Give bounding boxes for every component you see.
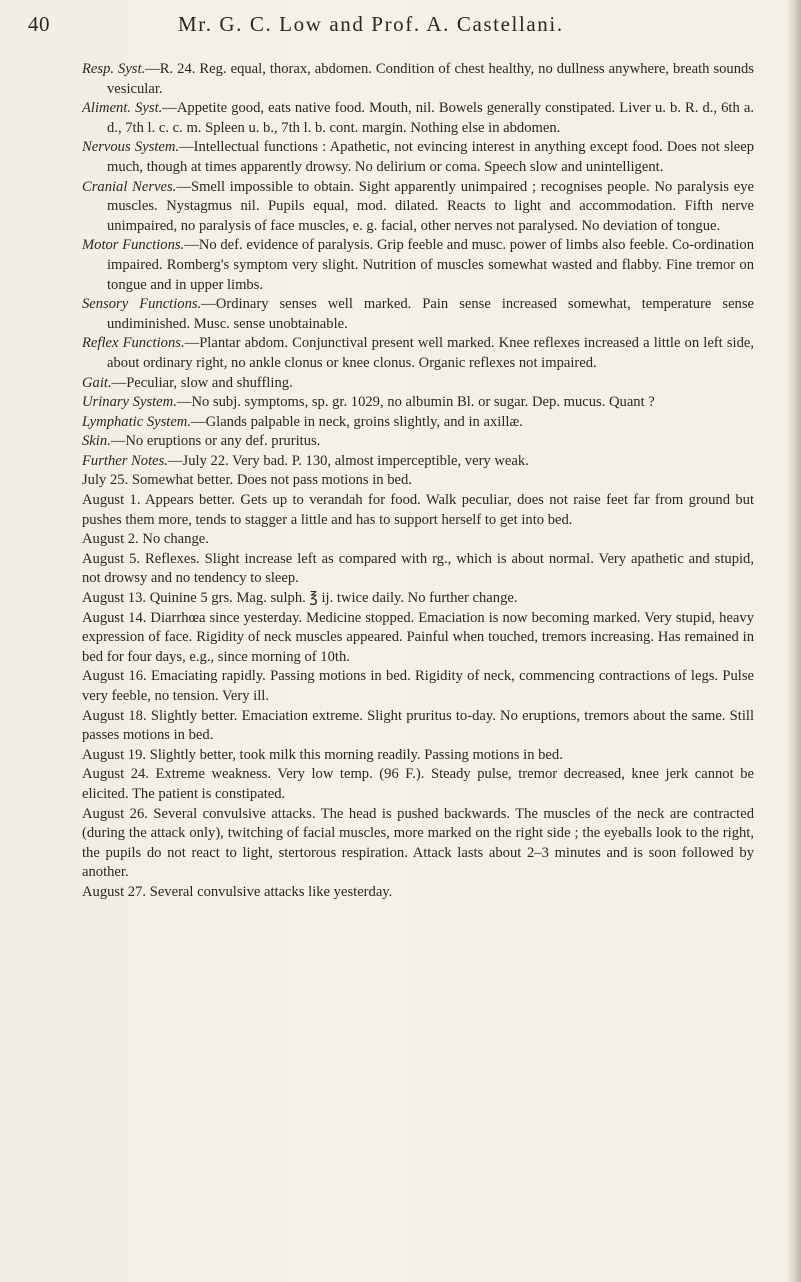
- page-number: 40: [28, 12, 50, 36]
- diary-entry: August 24. Extreme weakness. Very low temp. (96 F.). Steady pulse, tremor decreased, knee jerk cannot be elicited. The patient is constipated.: [82, 766, 754, 802]
- section-label: Cranial Nerves.: [82, 178, 177, 195]
- section-urinary: [82, 393, 754, 413]
- section-label: Resp. Syst.: [82, 61, 146, 77]
- section-text: —Glands palpable in neck, groins slightly, and in axillæ.: [191, 413, 523, 430]
- section-text: —No subj. symptoms, sp. gr. 1029, no albumin Bl. or sugar. Dep. mucus. Quant ?: [176, 394, 655, 411]
- section-text: —Plantar abdom. Conjunctival present well marked. Knee reflexes increased a little on left side, about ordinary right, no ankle clonus or knee clonus. Organic reflexes not impaired.: [107, 335, 754, 371]
- diary-entry: July 25. Somewhat better. Does not pass motions in bed.: [82, 472, 412, 489]
- diary-entry: August 18. Slightly better. Emaciation extreme. Slight pruritus to-day. No eruptions, tremors about the same. Still passes motions in bed.: [82, 707, 754, 744]
- diary-entry: August 2. No change.: [82, 531, 209, 548]
- section-text: —July 22. Very bad. P. 130, almost imperceptible, very weak.: [167, 452, 529, 469]
- section-reflex: [82, 334, 754, 373]
- diary-entry: August 5. Reflexes. Slight increase left as compared with rg., which is about normal. Very apathetic and stupid, not drowsy and no tendency to sleep.: [82, 550, 754, 587]
- section-text: —Peculiar, slow and shuffling.: [111, 374, 293, 391]
- section-label: Sensory Functions.: [82, 296, 202, 313]
- section-sensory: [82, 295, 754, 334]
- diary-entry: August 26. Several convulsive attacks. The head is pushed backwards. The muscles of the neck are contracted (during the attack only), twitching of facial muscles, more marked on the right side ; the eyeballs look to the right, the pupils do not react to light, stertorous respiration. Attack lasts about 2–3 minutes and is soon followed by another.: [82, 805, 754, 881]
- diary-entry: August 27. Several convulsive attacks like yesterday.: [82, 883, 393, 900]
- section-lymphatic: [82, 413, 754, 433]
- section-nervous: [82, 138, 754, 177]
- diary-entry: August 16. Emaciating rapidly. Passing motions in bed. Rigidity of neck, commencing contractions of legs. Pulse very feeble, no tension. Very ill.: [82, 668, 754, 704]
- diary-entry: August 13. Quinine 5 grs. Mag. sulph. ℥ ij. twice daily. No further change.: [82, 590, 518, 607]
- section-label: Urinary System.: [82, 394, 177, 411]
- case-notes: [82, 60, 754, 903]
- diary-entry: August 1. Appears better. Gets up to verandah for food. Walk peculiar, does not raise feet far from ground but pushes them more, tends to stagger a little and has to support herself to get into bed.: [82, 492, 754, 528]
- section-further-notes: [82, 452, 754, 472]
- section-label: Reflex Functions.: [82, 335, 185, 352]
- running-title: Mr. G. C. Low and Prof. A. Castellani.: [178, 12, 564, 36]
- section-resp: [82, 60, 754, 99]
- section-cranial: [82, 178, 754, 237]
- diary-entry: August 14. Diarrhœa since yesterday. Medicine stopped. Emaciation is now becoming marked. Very stupid, heavy expression of face. Rigidity of neck muscles appeared. Painful when touched, tremors increasing. Has remained in bed for four days, e.g., since morning of 10th.: [82, 609, 754, 665]
- section-text: —Ordinary senses well marked. Pain sense increased somewhat, temperature sense undiminished. Musc. sense unobtainable.: [107, 296, 755, 332]
- section-label: Nervous System.: [82, 139, 180, 156]
- section-label: Lymphatic System.: [82, 413, 191, 430]
- section-text: —No def. evidence of paralysis. Grip feeble and musc. power of limbs also feeble. Co-ordination impaired. Romberg's symptom very slight. Nutrition of muscles somewhat wasted and flabby. Fine tremor on tongue and in upper limbs.: [107, 237, 754, 293]
- section-motor: [82, 236, 754, 295]
- section-label: Gait.: [82, 374, 112, 391]
- section-skin: [82, 432, 754, 452]
- section-aliment: [82, 99, 754, 138]
- section-label: Aliment. Syst.: [82, 100, 163, 117]
- page-header: [28, 12, 768, 40]
- section-label: Further Notes.: [82, 452, 168, 469]
- section-label: Skin.: [82, 433, 111, 450]
- section-text: —Intellectual functions : Apathetic, not evincing interest in anything except food. Does not sleep much, though at times apparently drowsy. No delirium or coma. Speech slow and unintelligent.: [107, 139, 754, 175]
- section-gait: [82, 374, 754, 394]
- section-text: —R. 24. Reg. equal, thorax, abdomen. Condition of chest healthy, no dullness anywhere, breath sounds vesicular.: [107, 61, 754, 97]
- section-text: —Appetite good, eats native food. Mouth, nil. Bowels generally constipated. Liver u. b. R. d., 6th a. d., 7th l. c. c. m. Spleen u. b., 7th l. b. cont. margin. Nothing else in abdomen.: [107, 100, 754, 136]
- section-text: —Smell impossible to obtain. Sight apparently unimpaired ; recognises people. No paralysis eye muscles. Nystagmus nil. Pupils equal, mod. dilated. Reacts to light and accommodation. Fifth nerve unimpaired, no paralysis of face muscles, e. g. facial, other nerves not paralysed. No deviation of tongue.: [107, 178, 754, 234]
- section-text: —No eruptions or any def. pruritus.: [110, 433, 321, 450]
- page-edge-shadow: [787, 0, 801, 1282]
- diary-entry: August 19. Slightly better, took milk this morning readily. Passing motions in bed.: [82, 746, 563, 763]
- section-label: Motor Functions.: [82, 237, 185, 254]
